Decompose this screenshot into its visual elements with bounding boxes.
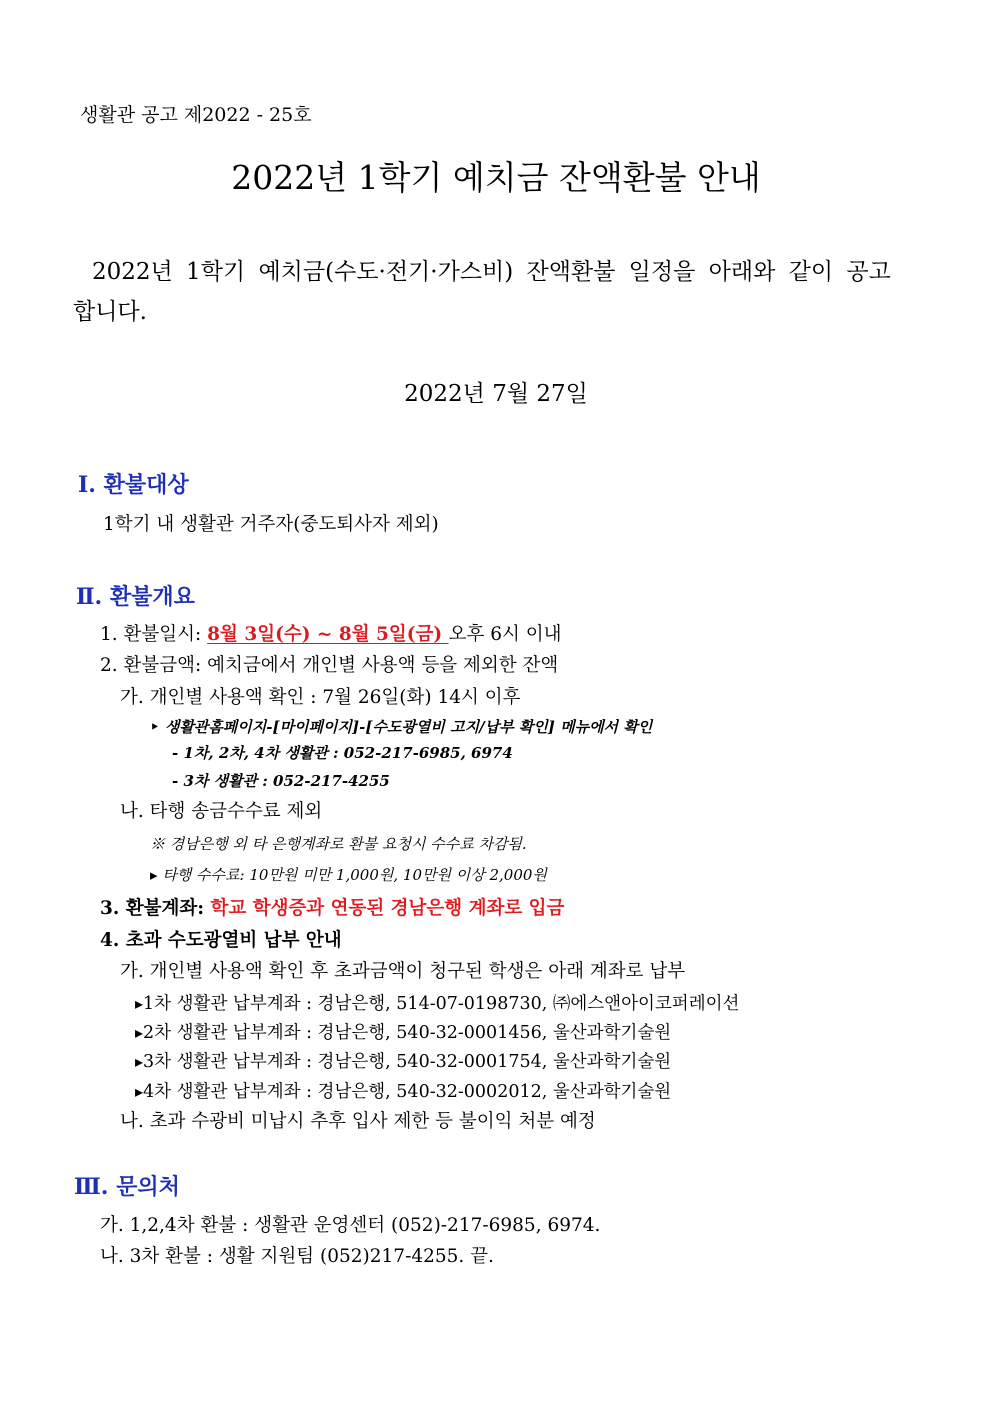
transfer-fee-note: ※ 경남은행 외 타 은행계좌로 환불 요청시 수수료 차감됨. — [150, 835, 527, 853]
refund-period-line — [100, 620, 561, 646]
refund-account-line — [100, 894, 564, 920]
account-dorm-1-text: 1차 생활관 납부계좌 : 경남은행, 514-07-0198730, ㈜에스앤아이코퍼레이션 — [143, 994, 740, 1014]
section1-numeral: Ⅰ. — [78, 472, 96, 498]
transfer-fee-line: 나. 타행 송금수수료 제외 — [120, 801, 323, 822]
notice-number: 생활관 공고 제2022 - 25호 — [80, 104, 312, 126]
section1-body: 1학기 내 생활관 거주자(중도퇴사자 제외) — [103, 514, 439, 535]
account-dorm-2-text: 2차 생활관 납부계좌 : 경남은행, 540-32-0001456, 울산과학기술원 — [143, 1023, 672, 1043]
homepage-path-text: 생활관홈페이지-[마이페이지]-[수도광열비 고지/납부 확인] 메뉴에서 확인 — [164, 718, 653, 736]
pointer-icon: ▸ — [135, 1082, 144, 1101]
account-dorm-3 — [135, 1048, 671, 1073]
section1-title: 환불대상 — [103, 473, 189, 498]
account-dorm-2 — [135, 1019, 671, 1044]
unpaid-penalty-line: 나. 초과 수광비 미납시 추후 입사 제한 등 불이익 처분 예정 — [120, 1111, 596, 1132]
phone-dorm-124 — [172, 742, 513, 763]
contact-dorm-3: 나. 3차 환불 : 생활 지원팀 (052)217-4255. 끝. — [100, 1246, 494, 1267]
account-dorm-1 — [135, 990, 739, 1015]
section2-numeral: Ⅱ. — [76, 584, 103, 610]
excess-payment-heading: 4. 초과 수도광열비 납부 안내 — [100, 930, 342, 951]
section2-heading — [76, 580, 195, 611]
intro-line-2: 합니다. — [73, 299, 147, 325]
intro-line-1: 2022년 1학기 예치금(수도·전기·가스비) 잔액환불 일정을 아래와 같이 공고 — [92, 259, 891, 285]
pointer-icon: ▸ — [150, 866, 158, 884]
phone-dorm-3 — [172, 770, 390, 791]
section2-title: 환불개요 — [109, 585, 195, 610]
section3-heading — [74, 1170, 180, 1201]
refund-period-time: 오후 6시 이내 — [448, 624, 562, 645]
homepage-path-line — [150, 716, 652, 737]
transfer-fee-amounts-text: 타행 수수료: 10만원 미만 1,000원, 10만원 이상 2,000원 — [162, 866, 547, 884]
pointer-icon: ▸ — [135, 1052, 144, 1071]
contact-dorm-124: 가. 1,2,4차 환불 : 생활관 운영센터 (052)-217-6985, 6974. — [100, 1215, 601, 1236]
refund-account-value: 학교 학생증과 연동된 경남은행 계좌로 입금 — [210, 898, 565, 919]
phone-dorm-124-text: - 1차, 2차, 4차 생활관 : 052-217-6985, 6974 — [172, 744, 513, 762]
section3-numeral: Ⅲ. — [74, 1174, 109, 1200]
phone-dorm-3-text: - 3차 생활관 : 052-217-4255 — [172, 772, 390, 790]
pointer-icon: ▸ — [135, 994, 144, 1013]
bullet-icon: ‣ — [150, 718, 160, 736]
refund-account-label: 3. 환불계좌: — [100, 898, 211, 919]
excess-payment-instruction: 가. 개인별 사용액 확인 후 초과금액이 청구된 학생은 아래 계좌로 납부 — [120, 961, 686, 982]
refund-period-label: 1. 환불일시: — [100, 624, 208, 645]
transfer-fee-amounts — [150, 864, 547, 885]
refund-period-dates: 8월 3일(수) ~ 8월 5일(금) — [207, 624, 449, 645]
section3-title: 문의처 — [116, 1175, 180, 1200]
usage-check-line: 가. 개인별 사용액 확인 : 7월 26일(화) 14시 이후 — [120, 687, 521, 708]
account-dorm-3-text: 3차 생활관 납부계좌 : 경남은행, 540-32-0001754, 울산과학기술원 — [143, 1052, 672, 1072]
pointer-icon: ▸ — [135, 1023, 144, 1042]
account-dorm-4 — [135, 1078, 671, 1103]
account-dorm-4-text: 4차 생활관 납부계좌 : 경남은행, 540-32-0002012, 울산과학기술원 — [143, 1082, 672, 1102]
document-title: 2022년 1학기 예치금 잔액환불 안내 — [231, 158, 761, 197]
section1-heading — [78, 468, 189, 499]
refund-amount-line: 2. 환불금액: 예치금에서 개인별 사용액 등을 제외한 잔액 — [100, 655, 559, 676]
notice-date: 2022년 7월 27일 — [404, 381, 588, 407]
